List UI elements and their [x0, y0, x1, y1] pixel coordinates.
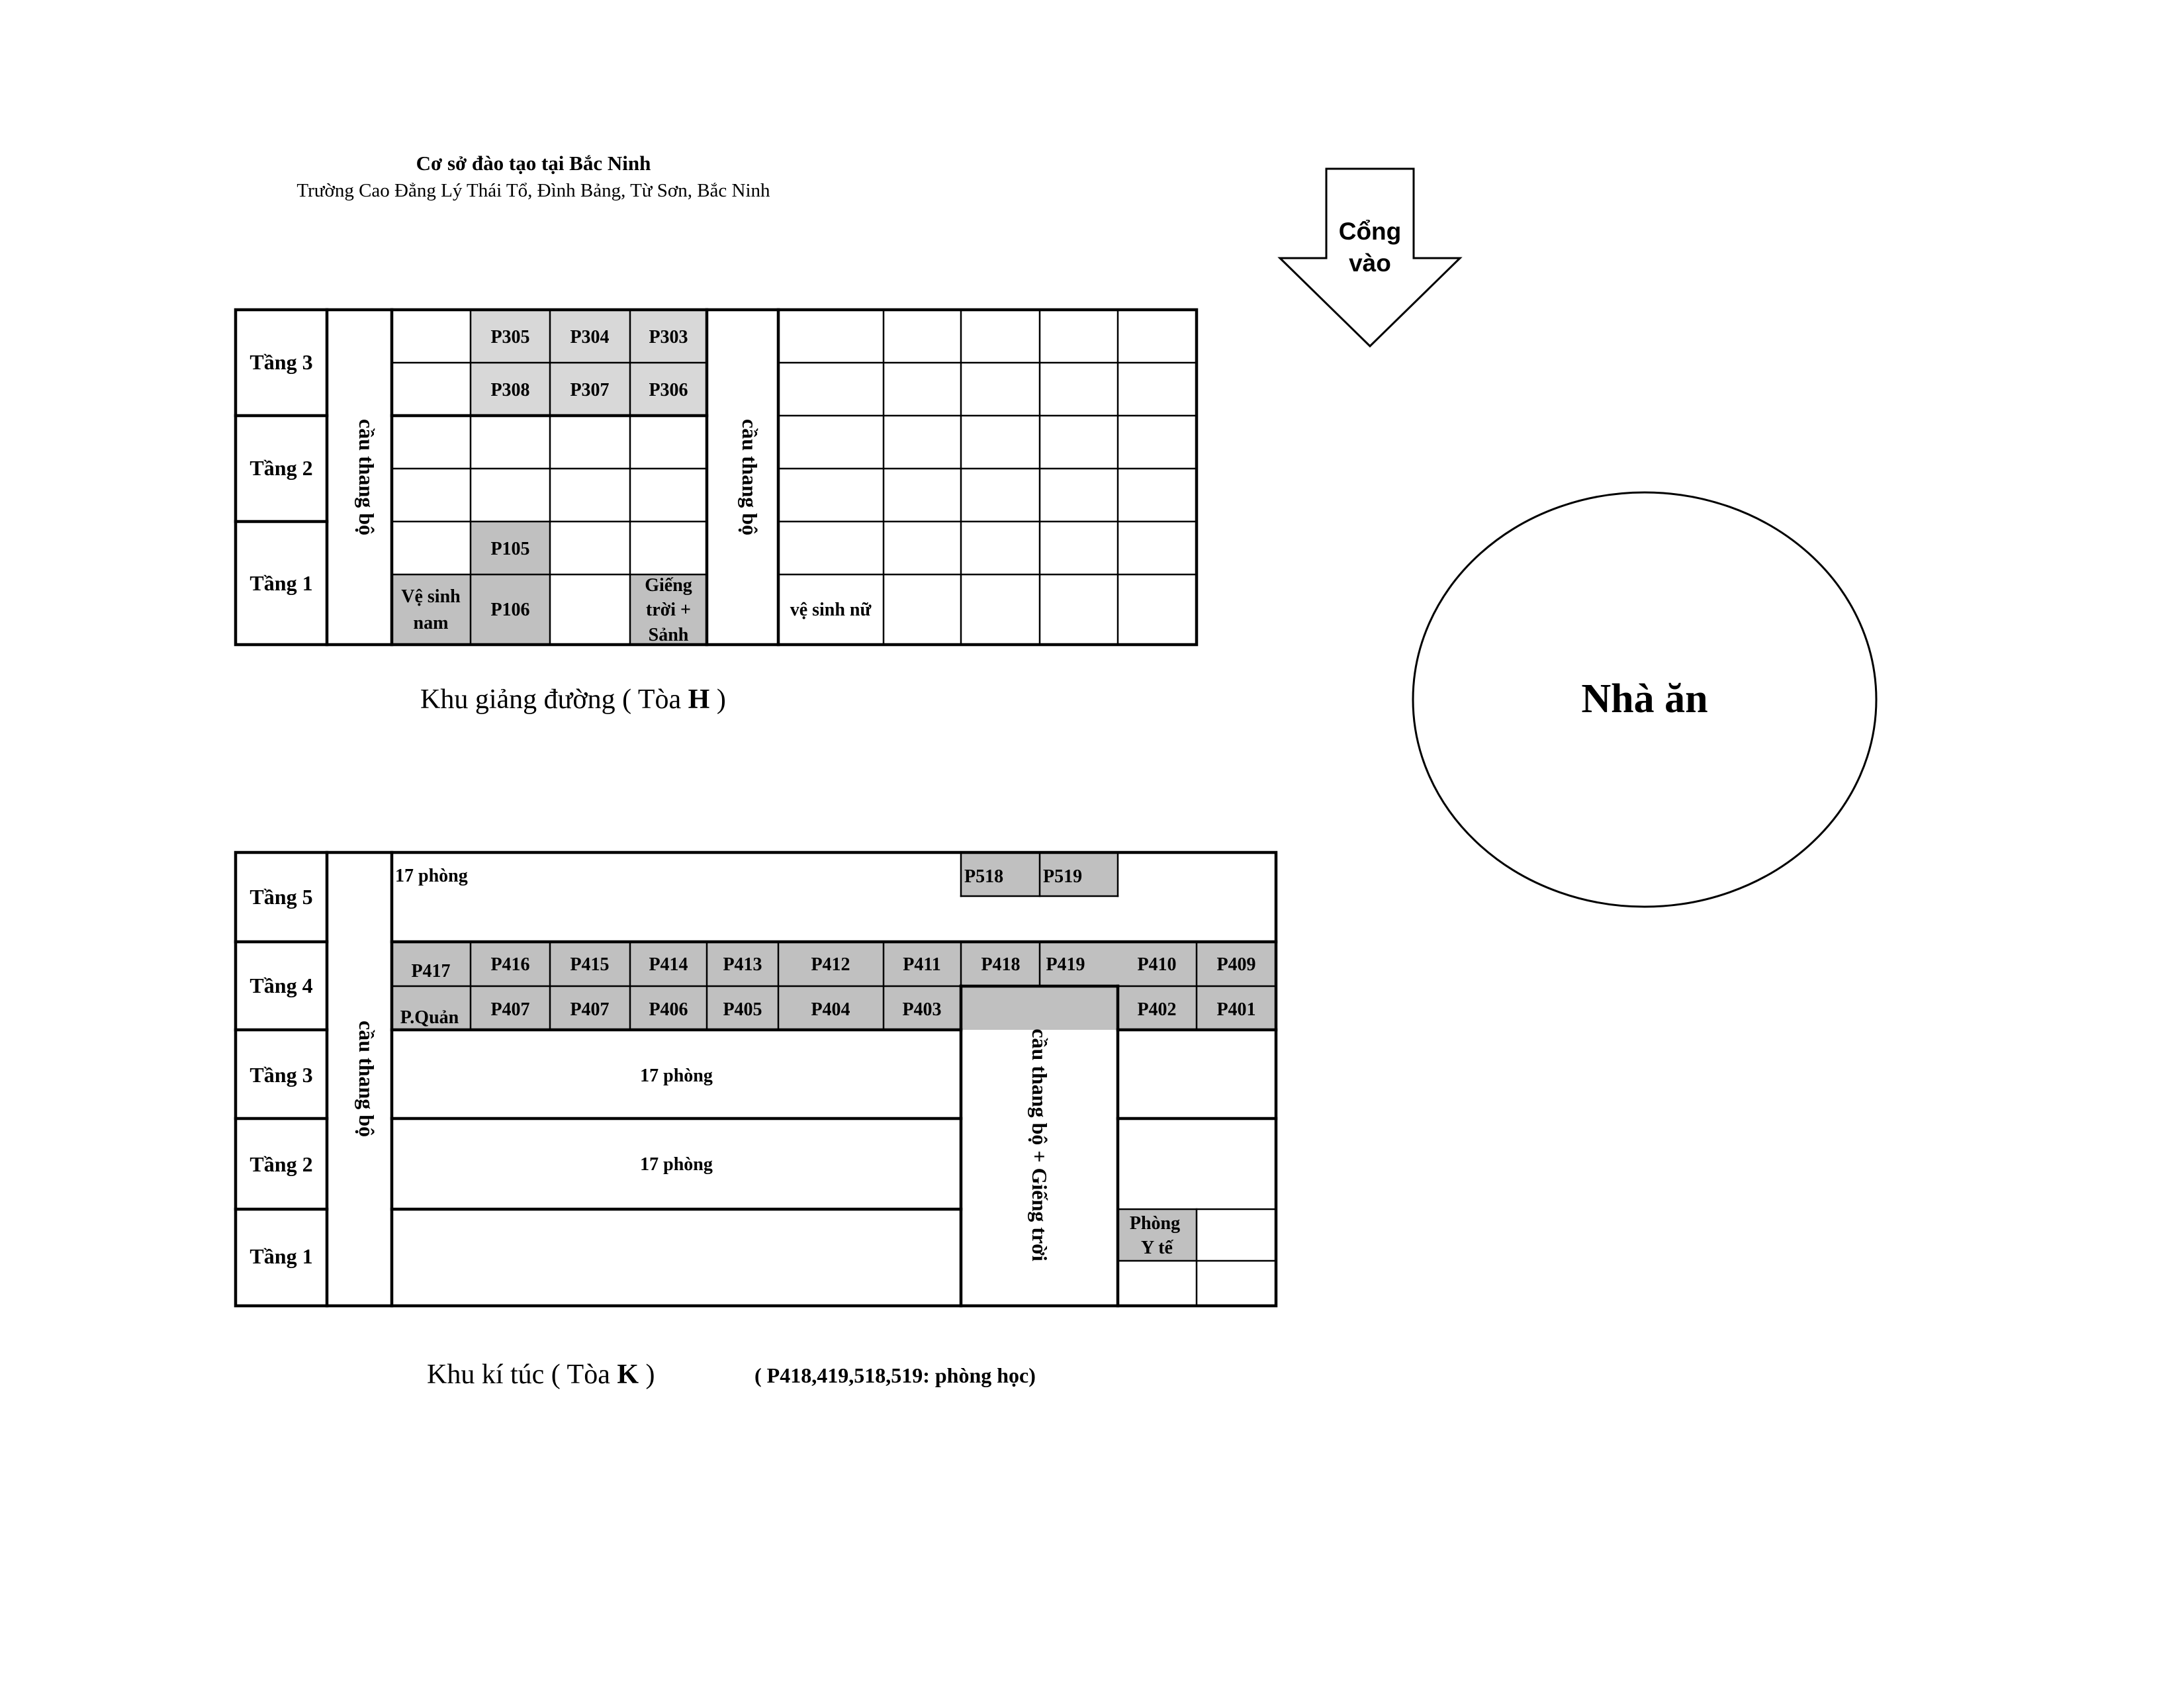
skylight-line3: Sảnh	[648, 625, 689, 645]
wc-male-line2: nam	[413, 613, 449, 633]
room-p413: P413	[723, 954, 762, 975]
dining-hall-label: Nhà ăn	[1581, 676, 1708, 721]
room-p518: P518	[964, 866, 1004, 887]
floor5-rooms-label: 17 phòng	[395, 866, 468, 886]
floor2-rooms-label: 17 phòng	[640, 1154, 713, 1175]
floor-label: Tầng 2	[250, 1152, 313, 1176]
room-p402: P402	[1137, 999, 1177, 1020]
page-subtitle: Trường Cao Đẳng Lý Thái Tổ, Đình Bảng, Từ Sơn, Bắc Ninh	[296, 180, 770, 201]
stairs-label: cầu thang bộ	[355, 1020, 379, 1138]
wc-female: vệ sinh nữ	[790, 600, 872, 620]
room-p409: P409	[1216, 954, 1256, 975]
room-p418: P418	[981, 954, 1021, 975]
floor-label: Tầng 2	[250, 456, 313, 480]
room-p406: P406	[649, 999, 688, 1020]
room-p410: P410	[1137, 954, 1177, 975]
room-p407: P407	[570, 999, 610, 1020]
floor-label: Tầng 1	[250, 571, 313, 595]
room-p306: P306	[649, 380, 688, 400]
room-p519: P519	[1043, 866, 1083, 887]
room-p303: P303	[649, 327, 688, 347]
room-p415: P415	[570, 954, 610, 975]
gate-label-line2: vào	[1349, 250, 1391, 277]
gate-label-line1: Cổng	[1338, 218, 1402, 245]
room-p401: P401	[1216, 999, 1256, 1020]
room-p419: P419	[1046, 954, 1085, 975]
room-p-quan: P.Quản	[400, 1007, 459, 1028]
room-p404: P404	[811, 999, 850, 1020]
room-p411: P411	[903, 954, 941, 975]
medical-room-line2: Y tế	[1141, 1238, 1173, 1258]
skylight-line2: trời +	[646, 600, 691, 620]
dining-hall	[1413, 492, 1876, 907]
skylight-line1: Giếng	[645, 575, 692, 596]
medical-room-line1: Phòng	[1129, 1213, 1181, 1234]
classroom-note: ( P418,419,518,519: phòng học)	[754, 1363, 1036, 1387]
floor-label: Tầng 1	[250, 1244, 313, 1268]
room-p416: P416	[490, 954, 530, 975]
room-p304: P304	[570, 327, 610, 347]
wc-male-line1: Vệ sinh	[401, 586, 461, 607]
building-h-caption: Khu giảng đường ( Tòa H )	[420, 684, 726, 715]
gate-arrow	[1280, 169, 1460, 346]
room-p405: P405	[723, 999, 762, 1020]
floor-label: Tầng 5	[250, 885, 313, 909]
building-k-caption: Khu kí túc ( Tòa K )	[427, 1359, 655, 1390]
page-title: Cơ sở đào tạo tại Bắc Ninh	[416, 152, 651, 175]
building-k-room-fills	[392, 852, 1276, 1261]
floor-label: Tầng 3	[250, 350, 313, 374]
room-p403: P403	[902, 999, 942, 1020]
floor-label: Tầng 3	[250, 1063, 313, 1087]
room-p407: P407	[490, 999, 530, 1020]
building-h-outline	[236, 310, 1197, 645]
room-p106: P106	[490, 600, 530, 620]
building-h	[236, 310, 1197, 715]
room-p307: P307	[570, 380, 610, 400]
building-k	[236, 852, 1276, 1390]
stairs-label: cầu thang bộ	[355, 418, 379, 536]
room-p308: P308	[490, 380, 530, 400]
room-p105: P105	[490, 539, 530, 559]
floor3-rooms-label: 17 phòng	[640, 1066, 713, 1086]
floor-label: Tầng 4	[250, 974, 313, 997]
stairs-skylight-label: cầu thang bộ + Giếng trời	[1028, 1028, 1052, 1261]
stairs-label: cầu thang bộ	[738, 418, 762, 536]
room-p417: P417	[411, 961, 451, 982]
room-p305: P305	[490, 327, 530, 347]
room-p414: P414	[649, 954, 688, 975]
room-p412: P412	[811, 954, 850, 975]
